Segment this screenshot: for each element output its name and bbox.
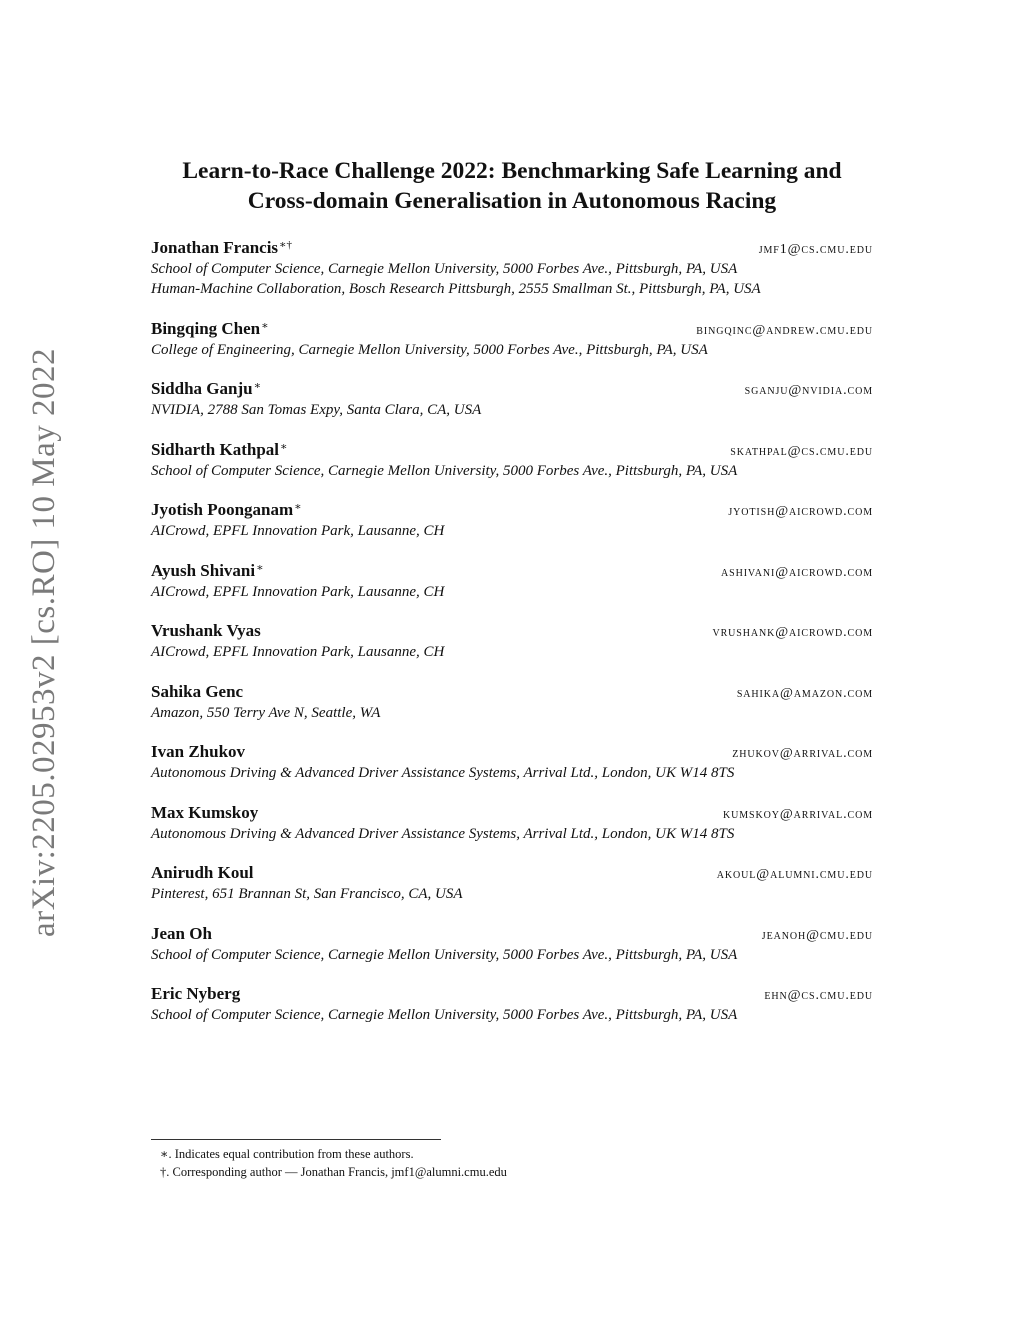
paper-title (150, 156, 874, 216)
author-email: jeanoh@cmu.edu (761, 927, 873, 943)
author-name (151, 379, 261, 399)
author-footnote-mark: ∗† (279, 239, 293, 251)
author-name-text: Max Kumskoy (151, 802, 259, 822)
author-name-text: Siddha Ganju (151, 379, 253, 398)
author-affiliation: Pinterest, 651 Brannan St, San Francisco, CA, USA (151, 886, 463, 902)
author-block (151, 863, 873, 904)
paper-title-line-1: Learn-to-Race Challenge 2022: Benchmarking Safe Learning and (182, 158, 842, 184)
author-name-text: Eric Nyberg (151, 984, 241, 1003)
author-name (151, 561, 264, 581)
author-name-text: Sidharth Kathpal (151, 439, 280, 459)
author-name (151, 924, 212, 944)
author-block (151, 500, 873, 541)
author-email: jmf1@cs.cmu.edu (758, 242, 873, 257)
author-name (151, 440, 288, 460)
author-header (151, 682, 873, 703)
author-name-text: Bingqing Chen (151, 318, 261, 338)
footnote-divider (151, 1139, 441, 1140)
author-email: kumskoy@arrival.com (723, 806, 873, 822)
footnote-line: †. Corresponding author — Jonathan Francis, jmf1@alumni.cmu.edu (160, 1165, 507, 1179)
paper-title-line-2: Cross-domain Generalisation in Autonomous Racing (247, 188, 777, 214)
author-name-text: Jean Oh (151, 923, 212, 943)
author-email: jyotish@aicrowd.com (728, 504, 873, 519)
author-block (151, 803, 873, 844)
author-block (151, 742, 873, 783)
author-header (151, 621, 873, 642)
author-email: ehn@cs.cmu.edu (764, 988, 873, 1003)
arxiv-identifier-text: arXiv:2205.02953v2 [cs.RO] 10 May 2022 (26, 347, 63, 938)
author-footnote-mark: ∗ (280, 440, 288, 453)
author-block (151, 561, 873, 602)
author-header (151, 803, 873, 824)
author-footnote-mark: ∗ (294, 501, 302, 513)
footnote-line: ∗. Indicates equal contribution from these authors. (160, 1147, 414, 1161)
author-footnote-mark: ∗ (253, 380, 262, 392)
author-name-text: Vrushank Vyas (151, 621, 261, 640)
author-affiliation: Human-Machine Collaboration, Bosch Research Pittsburgh, 2555 Smallman St., Pittsburgh, PA, USA (151, 281, 761, 297)
author-name (151, 803, 258, 823)
footnotes (160, 1145, 507, 1181)
author-affiliation: School of Computer Science, Carnegie Mellon University, 5000 Forbes Ave., Pittsburgh, PA, USA (151, 462, 738, 479)
author-email: zhukov@arrival.com (732, 746, 873, 761)
author-name-text: Ayush Shivani (151, 560, 256, 580)
author-header (151, 561, 873, 582)
author-name-text: Ivan Zhukov (151, 742, 246, 761)
author-affiliation: College of Engineering, Carnegie Mellon University, 5000 Forbes Ave., Pittsburgh, PA, USA (151, 341, 708, 358)
author-name (151, 319, 269, 339)
author-footnote-mark: ∗ (261, 319, 269, 332)
author-header (151, 500, 873, 521)
author-list (151, 238, 873, 1045)
author-affiliation: School of Computer Science, Carnegie Mellon University, 5000 Forbes Ave., Pittsburgh, PA, USA (151, 261, 738, 277)
author-name-text: Sahika Genc (151, 681, 244, 701)
author-name-text: Jyotish Poonganam (151, 500, 294, 519)
author-block (151, 984, 873, 1025)
author-affiliation: School of Computer Science, Carnegie Mellon University, 5000 Forbes Ave., Pittsburgh, PA, USA (151, 946, 738, 963)
author-block (151, 621, 873, 662)
author-affiliation: AICrowd, EPFL Innovation Park, Lausanne, CH (151, 523, 445, 539)
author-name-text: Jonathan Francis (151, 238, 279, 257)
author-affiliation: Autonomous Driving & Advanced Driver Assistance Systems, Arrival Ltd., London, UK W14 8TS (151, 825, 735, 842)
author-affiliation: School of Computer Science, Carnegie Mellon University, 5000 Forbes Ave., Pittsburgh, PA, USA (151, 1007, 738, 1023)
author-name (151, 984, 240, 1004)
author-email: akoul@alumni.cmu.edu (716, 867, 873, 882)
author-name (151, 863, 254, 883)
author-block (151, 440, 873, 481)
author-affiliation: AICrowd, EPFL Innovation Park, Lausanne, CH (151, 583, 445, 600)
author-header (151, 238, 873, 259)
author-affiliation: Autonomous Driving & Advanced Driver Assistance Systems, Arrival Ltd., London, UK W14 8TS (151, 765, 735, 781)
author-email: skathpal@cs.cmu.edu (730, 443, 873, 459)
author-email: vrushank@aicrowd.com (712, 625, 873, 640)
arxiv-identifier-stamp (20, 340, 70, 945)
author-affiliation: AICrowd, EPFL Innovation Park, Lausanne, CH (151, 644, 445, 660)
author-name (151, 682, 243, 702)
author-name (151, 621, 261, 641)
author-header (151, 379, 873, 400)
author-name (151, 238, 292, 258)
author-block (151, 238, 873, 299)
author-name (151, 500, 302, 520)
author-affiliation: Amazon, 550 Terry Ave N, Seattle, WA (151, 704, 381, 721)
author-name (151, 742, 245, 762)
author-block (151, 319, 873, 360)
author-header (151, 924, 873, 945)
author-email: sahika@amazon.com (736, 685, 873, 701)
author-header (151, 984, 873, 1005)
author-block (151, 682, 873, 723)
author-block (151, 379, 873, 420)
author-email: bingqinc@andrew.cmu.edu (696, 322, 873, 338)
author-header (151, 319, 873, 340)
author-header (151, 863, 873, 884)
author-header (151, 742, 873, 763)
author-affiliation: NVIDIA, 2788 San Tomas Expy, Santa Clara, CA, USA (151, 402, 482, 418)
author-footnote-mark: ∗ (256, 561, 264, 574)
author-name-text: Anirudh Koul (151, 863, 254, 882)
author-email: sganju@nvidia.com (744, 383, 873, 398)
author-block (151, 924, 873, 965)
author-email: ashivani@aicrowd.com (721, 564, 873, 580)
author-header (151, 440, 873, 461)
